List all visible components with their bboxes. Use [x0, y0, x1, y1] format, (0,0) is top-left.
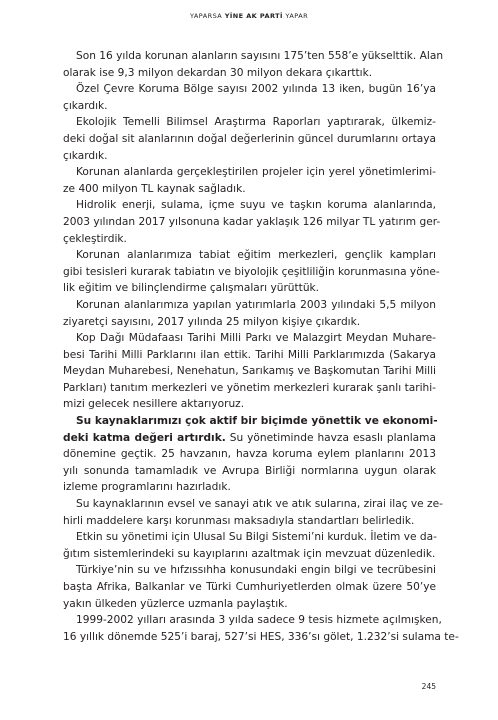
body-text — [63, 48, 459, 645]
text-line — [63, 629, 459, 646]
line-text: izleme programlarını hazırladık. — [63, 481, 231, 494]
text-line — [63, 579, 436, 596]
line-text: Korunan alanlarımıza yapılan yatırımlarla 2003 yılındaki 5,5 milyon — [76, 298, 436, 311]
text-line — [63, 562, 436, 579]
line-text: besi Tarihi Milli Parklarını ilan ettik. Tarihi Milli Parklarımızda (Sakarya — [63, 348, 436, 361]
line-text: Parkları) tanıtım merkezleri ve yönetim merkezleri kurarak şanlı tarihi- — [63, 381, 436, 394]
line-text: 16 yıllık dönemde 525’i baraj, 527’si HES, 336’sı gölet, 1.232’si sulama te- — [63, 630, 459, 643]
line-text: 2003 yılından 2017 yılsonuna kadar yaklaşık 126 milyar TL yatırım ger- — [63, 215, 441, 228]
text-line — [63, 347, 436, 364]
line-text: çıkardık. — [63, 149, 108, 162]
line-text: yılı sonunda tamamladık ve Avrupa Birliği normlarına uygun olarak — [63, 464, 436, 477]
page-number: 245 — [421, 682, 436, 691]
header-book-title-prefix: YAPARSA — [189, 12, 225, 20]
line-text: lik eğitim ve bilinçlendirme çalışmaları yürüttük. — [63, 282, 320, 295]
line-text: olarak ise 9,3 milyon dekardan 30 milyon dekara çıkarttık. — [63, 66, 373, 79]
text-line — [63, 546, 436, 563]
text-line — [63, 479, 436, 496]
line-text: Ekolojik Temelli Bilimsel Araştırma Raporları yaptırarak, ülkemiz- — [76, 116, 436, 129]
line-text: Su yönetiminde havza esaslı planlama — [225, 431, 436, 444]
text-line — [63, 197, 436, 214]
text-line — [63, 214, 441, 231]
line-text: ze 400 milyon TL kaynak sağladık. — [63, 182, 246, 195]
text-line — [63, 446, 436, 463]
text-line — [63, 247, 436, 264]
line-text: Türkiye’nin su ve hıfzıssıhha konusundaki engin bilgi ve tecrübesini — [76, 564, 436, 577]
bold-lead-text: Su kaynaklarımızı çok aktif bir biçimde yönettik ve ekonomi- — [76, 415, 438, 428]
line-text: Su kaynaklarının evsel ve sanayi atık ve atık sularına, zirai ilaç ve ze- — [76, 498, 443, 511]
text-line — [63, 363, 436, 380]
line-text: Korunan alanlarda gerçekleştirilen projeler için yerel yönetimlerimi- — [76, 166, 436, 179]
text-line — [63, 131, 436, 148]
text-line — [63, 496, 443, 513]
line-text: Korunan alanlarımıza tabiat eğitim merkezleri, gençlik kampları — [76, 249, 436, 262]
line-text: yakın ülkeden yüzlerce uzmanla paylaştık. — [63, 597, 288, 610]
text-line — [63, 612, 442, 629]
line-text: deki doğal sit alanlarının doğal değerlerinin güncel durumlarını ortaya — [63, 132, 436, 145]
line-text: Özel Çevre Koruma Bölge sayısı 2002 yılında 13 iken, bugün 16’ya — [76, 83, 436, 96]
line-text: ziyaretçi sayısını, 2017 yılında 25 milyon kişiye çıkardık. — [63, 315, 361, 328]
line-text: Etkin su yönetimi için Ulusal Su Bilgi Sistemi’ni kurduk. İletim ve da- — [76, 531, 437, 544]
text-line — [63, 314, 436, 331]
text-line — [63, 513, 436, 530]
text-line — [63, 413, 436, 430]
line-text: dönemine geçtik. 25 havzanın, havza koruma eylem planlarını 2013 — [63, 448, 436, 461]
line-text: Meydan Muharebesi, Nenehatun, Sarıkamış ve Başkomutan Tarihi Milli — [63, 365, 436, 378]
text-line — [63, 330, 436, 347]
text-line — [63, 98, 436, 115]
page-body — [63, 48, 459, 645]
text-line — [63, 164, 436, 181]
text-line — [63, 81, 436, 98]
text-line — [63, 264, 440, 281]
text-line — [63, 463, 436, 480]
text-line — [63, 48, 444, 65]
text-line — [63, 65, 436, 82]
line-text: hirli maddelere karşı korunması maksadıyla standartları belirledik. — [63, 514, 415, 527]
text-line — [63, 430, 436, 447]
text-line — [63, 529, 436, 546]
text-line — [63, 297, 436, 314]
text-line — [63, 380, 436, 397]
text-line — [63, 596, 436, 613]
text-line — [63, 396, 436, 413]
line-text: mizi gelecek nesillere aktarıyoruz. — [63, 398, 245, 411]
text-line — [63, 148, 436, 165]
text-line — [63, 231, 436, 248]
line-text: gibi tesisleri kurarak tabiatın ve biyolojik çeşitliliğin korunmasına yöne- — [63, 265, 440, 278]
line-text: ğıtım sistemlerindeki su kayıplarını azaltmak için mevzuat düzenledik. — [63, 547, 436, 560]
bold-lead-text: deki katma değeri artırdık. — [63, 431, 226, 444]
line-text: Hidrolik enerji, sulama, içme suyu ve taşkın koruma alanlarında, — [76, 199, 436, 212]
line-text: 1999-2002 yılları arasında 3 yılda sadece 9 tesis hizmete açılmışken, — [76, 614, 442, 627]
line-text: Kop Dağı Müdafaası Tarihi Milli Parkı ve Malazgirt Meydan Muhare- — [76, 332, 436, 345]
text-line — [63, 181, 436, 198]
running-header — [0, 12, 498, 20]
text-line — [63, 114, 436, 131]
line-text: çıkardık. — [63, 99, 108, 112]
header-book-title-suffix: YAPAR — [282, 12, 309, 20]
text-line — [63, 280, 436, 297]
line-text: başta Afrika, Balkanlar ve Türki Cumhuriyetlerden olmak üzere 50’ye — [63, 581, 436, 593]
line-text: çekleştirdik. — [63, 232, 127, 245]
header-book-title-bold: YİNE AK PARTİ — [224, 12, 283, 20]
line-text: Son 16 yılda korunan alanların sayısını 175’ten 558’e yükselttik. Alan — [76, 50, 444, 62]
